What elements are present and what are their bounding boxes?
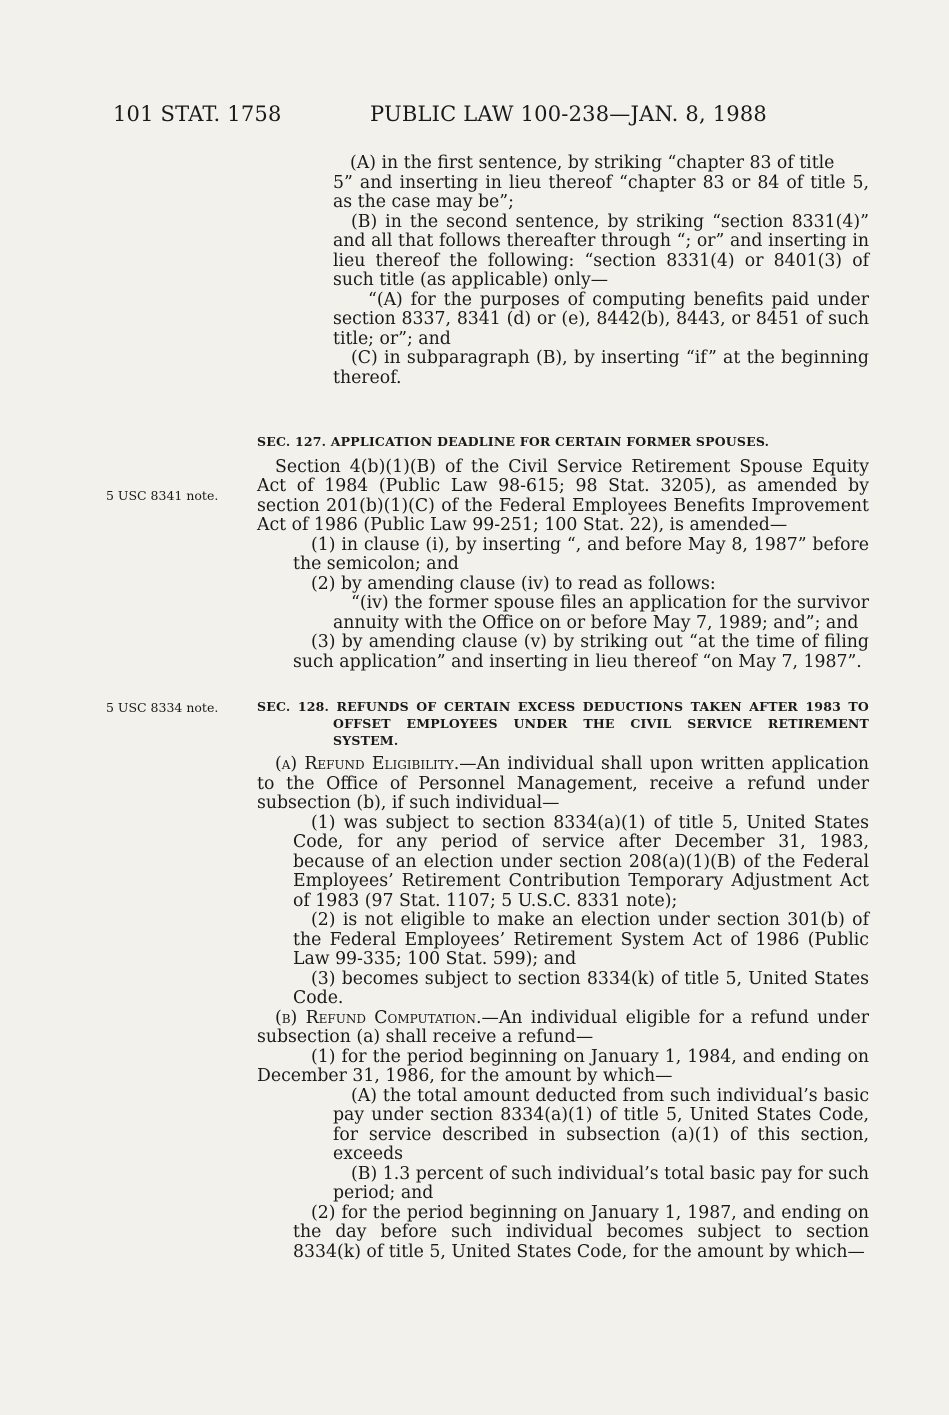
subsection-a-text: —An individual shall upon written application to the Office of Personnel Management, receive a refund under subsection (b), if such individual— [257,754,869,813]
sec-127-para-2-quote: “(iv) the former spouse files an application for the survivor annuity with the Office on or before May 7, 1989; and”; and [333,593,869,633]
stat-page-number: 101 STAT. 1758 [113,102,282,126]
sec-127-para-1: (1) in clause (i), by inserting “, and before May 8, 1987” before the semicolon; and [293,534,869,574]
subsection-b-label: (b) Refund Computation. [275,1007,482,1028]
clause-a-line1: (A) in the first sentence, by striking “chapter 83 of title [350,153,835,173]
clause-c: (C) in subparagraph (B), by inserting “if” at the beginning thereof. [333,348,869,388]
margin-note-usc-8341: 5 USC 8341 note. [106,488,219,503]
page-header [0,98,949,138]
sec-127-heading: SEC. 127. APPLICATION DEADLINE FOR CERTAIN FORMER SPOUSES. [257,434,770,449]
subsection-a-para-1: (1) was subject to section 8334(a)(1) of title 5, United States Code, for any period of service after December 31, 1983, because of an election under section 208(a)(1)(B) of the Federal Employees’ Retirement Contribution Temporary Adjustment Act of 1983 (97 Stat. 1107; 5 U.S.C. 8331 note); [293,812,869,911]
clause-b-quote: “(A) for the purposes of computing benefits paid under section 8337, 8341 (d) or (e), 8442(b), 8443, or 8451 of such title; or”; and [333,289,869,349]
public-law-title: PUBLIC LAW 100-238—JAN. 8, 1988 [370,102,767,126]
sec-128-heading: SEC. 128. REFUNDS OF CERTAIN EXCESS DEDUCTIONS TAKEN AFTER 1983 TO OFFSET EMPLOYEES UNDER THE CIVIL SERVICE RETIREMENT SYSTEM. [257,699,869,748]
subsection-b-para-1: (1) for the period beginning on January 1, 1984, and ending on December 31, 1986, for the amount by which— [257,1046,869,1086]
subsection-a [257,755,869,814]
margin-note-usc-8334: 5 USC 8334 note. [106,700,219,715]
amendment-clauses-block [257,154,869,388]
subsection-b-para-1-B: (B) 1.3 percent of such individual’s total basic pay for such period; and [333,1163,869,1203]
clause-b: (B) in the second sentence, by striking “section 8331(4)” and all that follows thereafter through “; or” and inserting in lieu thereof the following: “section 8331(4) or 8401(3) of such title (as applicable) only— [333,211,869,290]
clause-a-cont: 5” and inserting in lieu thereof “chapter 83 or 84 of title 5, as the case may be”; [333,172,869,212]
subsection-b [257,1009,869,1048]
section-127 [257,432,869,672]
subsection-b-text: —An individual eligible for a refund under subsection (a) shall receive a refund— [257,1007,869,1047]
subsection-a-label: (a) Refund Eligibility. [275,754,460,774]
sec-127-intro: Section 4(b)(1)(B) of the Civil Service Retirement Spouse Equity Act of 1984 (Public Law 98-615; 98 Stat. 3205), as amended by section 201(b)(1)(C) of the Federal Employees Benefits Improvement Act of 1986 (Public Law 99-251; 100 Stat. 22), is amended— [257,456,869,535]
subsection-a-para-2: (2) is not eligible to make an election under section 301(b) of the Federal Employees’ Retirement System Act of 1986 (Public Law 99-335; 100 Stat. 599); and [293,910,869,969]
subsection-a-para-3: (3) becomes subject to section 8334(k) of title 5, United States Code. [293,968,869,1008]
section-128 [257,698,869,1262]
subsection-b-para-1-A: (A) the total amount deducted from such individual’s basic pay under section 8334(a)(1) of title 5, United States Code, for service described in subsection (a)(1) of this section, exceeds [333,1085,869,1164]
sec-127-para-2: (2) by amending clause (iv) to read as follows: [311,573,716,594]
sec-127-para-3: (3) by amending clause (v) by striking out “at the time of filing such application” and inserting in lieu thereof “on May 7, 1987”. [293,632,869,672]
subsection-b-para-2: (2) for the period beginning on January 1, 1987, and ending on the day before such individual becomes subject to section 8334(k) of title 5, United States Code, for the amount by which— [293,1202,869,1262]
